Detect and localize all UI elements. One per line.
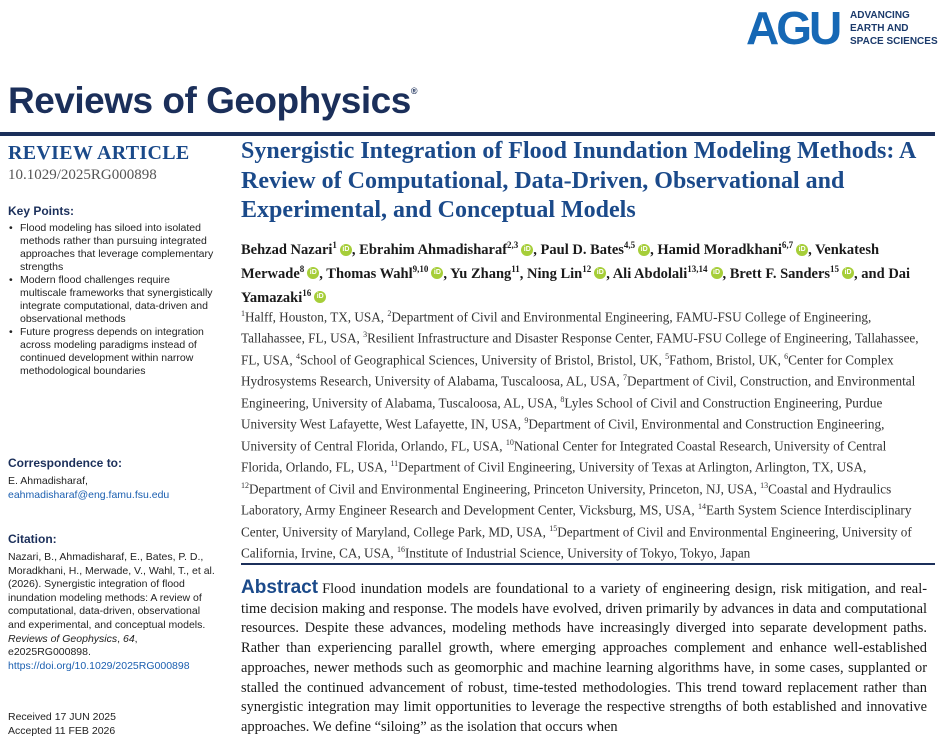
author-separator: ,	[533, 241, 541, 258]
affiliations	[241, 305, 921, 563]
key-points-heading: Key Points:	[8, 204, 75, 218]
author-separator: ,	[319, 265, 327, 282]
author-affiliation-number: 11	[511, 263, 520, 274]
affiliation-text: National Center for Integrated Coastal Research, University of Central Florida, Orlando, FL, USA,	[241, 438, 887, 475]
author-affiliation-number: 6,7	[781, 240, 794, 250]
abstract-divider	[241, 563, 935, 565]
author-list	[241, 236, 931, 307]
affiliation-text: Halff, Houston, TX, USA,	[245, 309, 388, 325]
author-name[interactable]: Thomas Wahl	[326, 265, 413, 282]
author-affiliation-number: 12	[582, 263, 592, 274]
author-name[interactable]: Brett F. Sanders	[729, 265, 831, 282]
key-point-item: • Flood modeling has siloed into isolated methods rather than pursuing integrated approaches that leverage complementary strengths	[8, 222, 214, 274]
affiliation-text: Earth System Science Interdisciplinary Center, University of Maryland, College Park, MD, USA,	[241, 502, 912, 540]
citation-heading: Citation:	[8, 532, 57, 546]
key-point-item: • Future progress depends on integration across modeling paradigms instead of continued development within narrow methodological boundaries	[8, 326, 214, 378]
affiliation-text: Center for Complex Hydrosystems Research, University of Alabama, Tuscaloosa, AL, USA,	[241, 352, 894, 389]
affiliation-text: School of Geographical Sciences, University of Bristol, Bristol, UK,	[299, 352, 666, 368]
author-separator: ,	[650, 241, 658, 258]
affiliation-text: Department of Civil and Environmental Engineering, FAMU-FSU College of Engineering, Tallahassee, FL, USA,	[241, 309, 872, 346]
key-points-list	[8, 222, 214, 378]
agu-tagline-line: EARTH AND	[850, 23, 909, 34]
author-affiliation-number: 9,10	[412, 263, 429, 274]
orcid-icon[interactable]: iD	[314, 291, 326, 303]
agu-wordmark: AGU	[746, 2, 840, 54]
author-name[interactable]: Yu Zhang	[450, 265, 512, 282]
author-affiliation-number: 13,14	[687, 263, 708, 274]
agu-tagline	[850, 9, 938, 48]
affiliation-text: Department of Civil and Environmental Engineering, Princeton University, Princeton, NJ, USA,	[249, 481, 761, 497]
citation-text: Nazari, B., Ahmadisharaf, E., Bates, P. D., Moradkhani, H., Merwade, V., Wahl, T., et al. (2026). Synergistic integration of flood inundation modeling methods: A review of computational, data-driven, observational and experimental, and conceptual models. Reviews of Geophysics, 64, e2025RG000898. https://doi.org/10.1029/2025RG000898	[8, 551, 215, 672]
orcid-icon[interactable]: iD	[842, 267, 854, 279]
received-date: Received 17 JUN 2025	[8, 711, 116, 723]
affiliation-text: Department of Civil Engineering, University of Texas at Arlington, Arlington, TX, USA,	[398, 459, 867, 475]
affiliation-number: 11	[390, 459, 399, 469]
author-separator: ,	[351, 241, 360, 258]
agu-logo[interactable]	[746, 2, 938, 54]
author-name[interactable]: Ebrahim Ahmadisharaf	[359, 241, 508, 258]
author-affiliation-number: 1	[332, 240, 337, 250]
author-name[interactable]: Ning Lin	[527, 265, 583, 282]
affiliation-number: 1	[241, 309, 245, 318]
orcid-icon[interactable]: iD	[594, 267, 606, 279]
orcid-icon[interactable]: iD	[711, 267, 723, 279]
author-separator: ,	[606, 265, 613, 282]
affiliation-number: 2	[387, 309, 392, 318]
author-separator: , and	[854, 265, 889, 282]
author-name[interactable]: Hamid Moradkhani	[657, 241, 782, 258]
affiliation-number: 13	[760, 480, 769, 490]
orcid-icon[interactable]: iD	[431, 267, 443, 279]
affiliation-number: 3	[363, 330, 368, 340]
citation-body: Nazari, B., Ahmadisharaf, E., Bates, P. D., Moradkhani, H., Merwade, V., Wahl, T., et al. (2026). Synergistic integration of flood inundation modeling methods: A review of computational, data-driven, observational and experimental, and conceptual models.	[8, 551, 215, 631]
author-separator: ,	[519, 265, 528, 282]
affiliation-text: Department of Civil, Construction, and Environmental Engineering, University of Alabama, Tuscaloosa, AL, USA,	[241, 373, 916, 411]
affiliation-number: 4	[295, 351, 300, 361]
author-affiliation-number: 16	[302, 287, 312, 298]
article-title: Synergistic Integration of Flood Inundation Modeling Methods: A Review of Computational, Data-Driven, Observational and Experimental, and Conceptual Models	[241, 138, 916, 223]
affiliation-text: Lyles School of Civil and Construction Engineering, Purdue University West Lafayette, West Lafayette, IN, USA,	[241, 395, 883, 432]
affiliation-number: 14	[697, 502, 706, 512]
affiliation-number: 16	[397, 545, 406, 555]
registered-mark: ®	[410, 86, 417, 96]
affiliation-number: 8	[560, 394, 565, 404]
author-affiliation-number: 8	[299, 263, 305, 274]
affiliation-text: Coastal and Hydraulics Laboratory, Army Engineer Research and Development Center, Vicksburg, MS, USA,	[241, 481, 892, 518]
correspondence-email-link[interactable]: eahmadisharaf@eng.famu.fsu.edu	[8, 489, 170, 501]
journal-title	[8, 80, 417, 122]
orcid-icon[interactable]: iD	[796, 244, 808, 256]
affiliation-number: 9	[524, 416, 529, 426]
author-separator: ,	[808, 241, 816, 258]
orcid-icon[interactable]: iD	[521, 244, 533, 256]
correspondence-name: E. Ahmadisharaf,	[8, 475, 88, 487]
article-type: REVIEW ARTICLE	[8, 142, 190, 164]
article-doi[interactable]: 10.1029/2025RG000898	[8, 167, 157, 183]
orcid-icon[interactable]: iD	[638, 244, 650, 256]
author-separator: ,	[443, 265, 451, 282]
abstract-text: Flood inundation models are foundational to a variety of engineering design, risk mitigation, and real-time decision making and response. The models have evolved, driven primarily by advances in data and computational resources. Despite these advances, modeling methods have increasingly diverged into separate development paths. Rather than experiencing parallel growth, where emerging approaches complement and enhance well-established approaches, newer methods such as geomorphic and machine learning algorithms have, in some cases, supplanted or stalled the continued advancement of robust, time-tested methodologies. This trend toward replacement rather than synergistic integration may limit opportunities to leverage the respective strengths of both established and innovative approaches. We define “siloing” as the isolation that occurs when	[241, 581, 927, 735]
abstract	[241, 578, 927, 738]
author-affiliation-number: 15	[830, 263, 840, 274]
affiliation-text: Department of Civil and Environmental Engineering, University of California, Irvine, CA, USA,	[241, 524, 912, 561]
citation-article-number: , e2025RG000898.	[8, 632, 138, 659]
accepted-date: Accepted 11 FEB 2026	[8, 725, 116, 737]
affiliation-text: Resilient Infrastructure and Disaster Response Center, FAMU-FSU College of Engineering, Tallahassee, FL, USA,	[241, 330, 919, 368]
orcid-icon[interactable]: iD	[307, 267, 319, 279]
abstract-label: Abstract	[241, 577, 319, 598]
affiliation-number: 15	[549, 523, 558, 533]
citation-doi-link[interactable]: https://doi.org/10.1029/2025RG000898	[8, 659, 190, 672]
affiliation-number: 12	[241, 480, 249, 490]
author-name[interactable]: Paul D. Bates	[540, 241, 624, 258]
orcid-icon[interactable]: iD	[340, 244, 352, 256]
header-divider	[0, 132, 935, 136]
journal-name: Reviews of Geophysics	[8, 80, 411, 121]
affiliation-text: Institute of Industrial Science, University of Tokyo, Tokyo, Japan	[405, 545, 751, 561]
author-name[interactable]: Behzad Nazari	[241, 241, 333, 258]
agu-tagline-line: SPACE SCIENCES	[850, 36, 938, 47]
author-name[interactable]: Venkatesh Merwade	[241, 241, 880, 282]
author-name[interactable]: Dai Yamazaki	[241, 265, 911, 306]
affiliation-number: 10	[505, 437, 514, 447]
author-affiliation-number: 4,5	[623, 240, 636, 250]
agu-tagline-line: ADVANCING	[850, 10, 910, 21]
affiliation-text: Department of Civil, Environmental and Construction Engineering, University of Central Florida, Orlando, FL, USA,	[241, 416, 885, 454]
correspondence-heading: Correspondence to:	[8, 456, 123, 470]
author-name[interactable]: Ali Abdolali	[612, 265, 688, 282]
affiliation-text: Fathom, Bristol, UK,	[669, 352, 785, 368]
citation-journal: Reviews of Geophysics	[8, 632, 118, 645]
author-affiliation-number: 2,3	[507, 240, 519, 250]
affiliation-number: 7	[623, 373, 628, 383]
citation-volume: 64	[122, 632, 135, 645]
affiliation-number: 6	[784, 351, 789, 361]
author-separator: ,	[722, 265, 730, 282]
affiliation-number: 5	[665, 351, 670, 361]
key-point-item: • Modern flood challenges require multiscale frameworks that synergistically integrate computational, data-driven and observational methods	[8, 274, 214, 326]
